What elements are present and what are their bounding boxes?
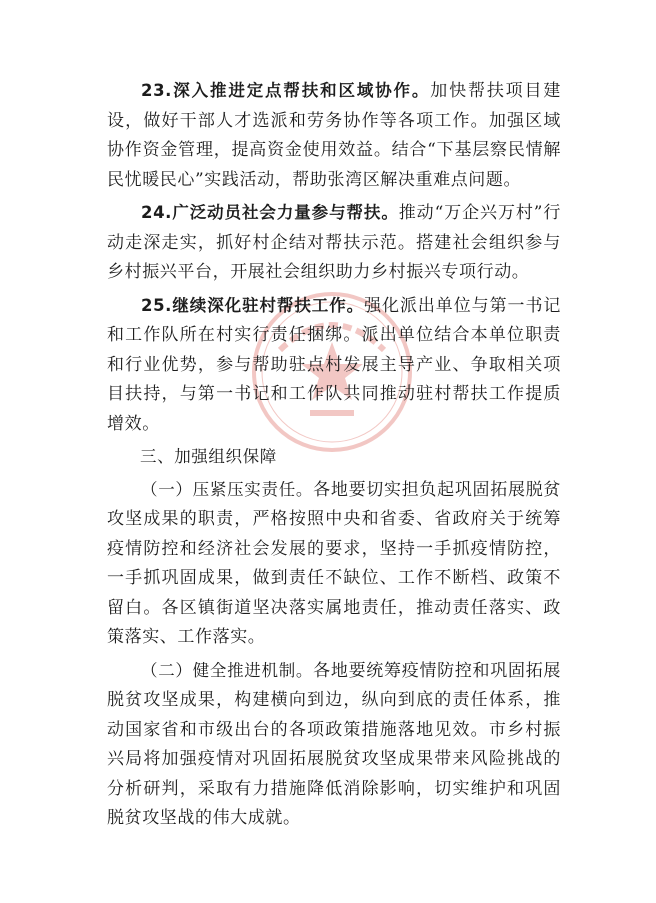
subsection-1-body: 各地要切实担负起巩固拓展脱贫攻坚成果的职责，严格按照中央和省委、省政府关于统筹疫情防控和经济社会发展的要求，坚持一手抓疫情防控，一手抓巩固成果，做到责任不缺位、工作不断档、政策不留白。各区镇街道坚决落实属地责任，推动责任落实、政策落实、工作落实。 (107, 479, 562, 647)
item-23-body: 加快帮扶项目建设，做好干部人才选派和劳务协作等各项工作。加强区域协作资金管理，提高资金使用效益。结合“下基层察民情解民忧暖民心”实践活动，帮助张湾区解决重难点问题。 (107, 81, 561, 190)
item-24-body: 推动“万企兴万村”行动走深走实，抓好村企结对帮扶示范。搭建社会组织参与乡村振兴平台，开展社会组织助力乡村振兴专项行动。 (107, 203, 561, 282)
subsection-2-body: 各地要统筹疫情防控和巩固拓展脱贫攻坚成果，构建横向到边，纵向到底的责任体系，推动国家省和市级出台的各项政策措施落地见效。市乡村振兴局将加强疫情对巩固拓展脱贫攻坚成果带来风险挑战的分析研判，采取有力措施降低消除影响，切实维护和巩固脱贫攻坚战的伟大成就。 (107, 660, 562, 828)
subsection-2 (107, 656, 561, 834)
section-heading: 三、加强组织保障 (140, 447, 277, 466)
item-25-lead: 25.继续深化驻村帮扶工作。 (141, 295, 365, 315)
item-25-body: 强化派出单位与第一书记和工作队所在村实行责任捆绑。派出单位结合本单位职责和行业优势，参与帮助驻点村发展主导产业、争取相关项目扶持，与第一书记和工作队共同推动驻村帮扶工作提质增效。 (107, 295, 561, 434)
subsection-2-lead: （二）健全推进机制。 (141, 660, 314, 680)
item-25 (107, 291, 561, 440)
item-24 (107, 198, 561, 288)
subsection-1-lead: （一）压紧压实责任。 (141, 479, 314, 499)
subsection-1 (107, 475, 561, 653)
item-24-lead: 24.广泛动员社会力量参与帮扶。 (141, 203, 399, 222)
item-23-lead: 23.深入推进定点帮扶和区域协作。 (141, 81, 431, 100)
item-23 (107, 76, 561, 195)
